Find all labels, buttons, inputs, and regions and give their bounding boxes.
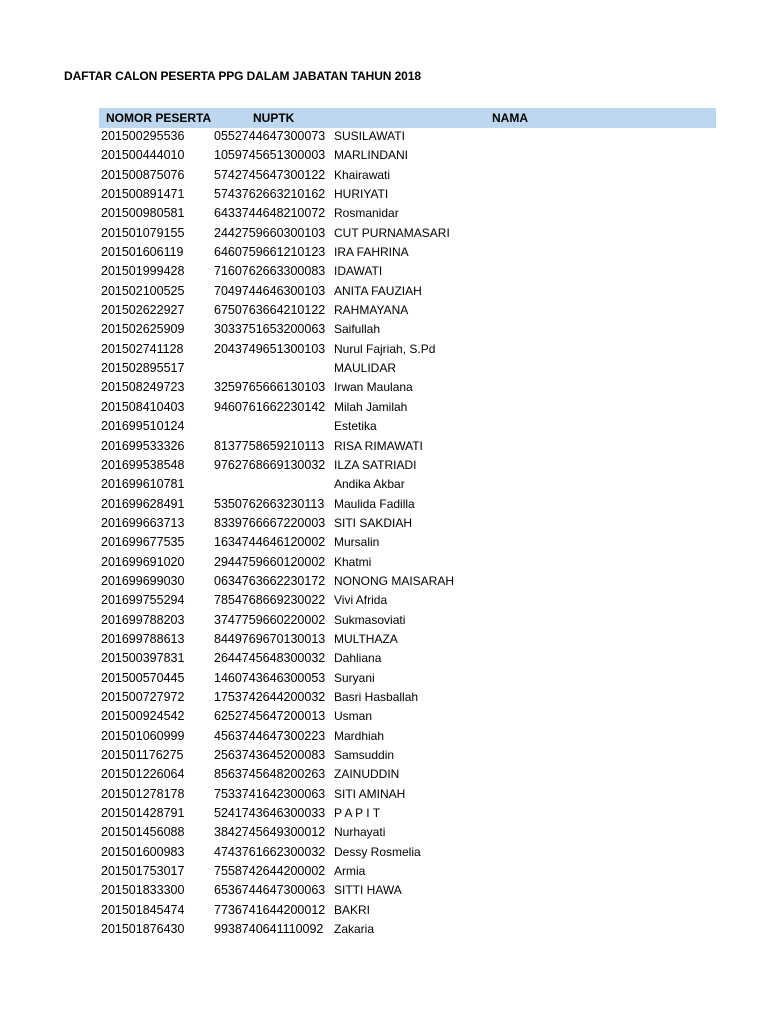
cell-nomor-peserta: 201501753017 bbox=[101, 864, 185, 879]
table-row bbox=[99, 708, 716, 727]
cell-nomor-peserta: 201502741128 bbox=[101, 341, 184, 356]
cell-nuptk: 6460759661210123 bbox=[214, 245, 326, 260]
cell-nomor-peserta: 201699510124 bbox=[101, 419, 185, 434]
cell-nama: MULTHAZA bbox=[334, 631, 398, 646]
cell-nuptk: 7160762663300083 bbox=[214, 264, 326, 279]
table-row bbox=[99, 650, 716, 669]
table-row bbox=[99, 863, 716, 882]
cell-nomor-peserta: 201699691020 bbox=[101, 554, 185, 569]
table-row bbox=[99, 399, 716, 418]
cell-nomor-peserta: 201699533326 bbox=[101, 438, 185, 453]
table-row bbox=[99, 263, 716, 282]
cell-nomor-peserta: 201508410403 bbox=[101, 399, 185, 414]
table-row bbox=[99, 554, 716, 573]
cell-nama: IRA FAHRINA bbox=[334, 245, 409, 260]
table-row bbox=[99, 496, 716, 515]
table-row bbox=[99, 824, 716, 843]
cell-nuptk: 4743761662300032 bbox=[214, 844, 326, 859]
cell-nomor-peserta: 201699755294 bbox=[101, 593, 185, 608]
column-header-nomor-peserta: NOMOR PESERTA bbox=[106, 111, 212, 125]
table-row bbox=[99, 302, 716, 321]
cell-nama: MARLINDANI bbox=[334, 148, 409, 163]
cell-nomor-peserta: 201500444010 bbox=[101, 148, 185, 163]
table-row bbox=[99, 766, 716, 785]
cell-nomor-peserta: 201501456088 bbox=[101, 825, 185, 840]
cell-nomor-peserta: 201501060999 bbox=[101, 728, 185, 743]
cell-nuptk: 7049744646300103 bbox=[214, 283, 326, 298]
cell-nuptk: 9460761662230142 bbox=[214, 399, 326, 414]
cell-nuptk: 6252745647200013 bbox=[214, 709, 326, 724]
participant-table bbox=[99, 108, 716, 940]
table-row bbox=[99, 902, 716, 921]
cell-nomor-peserta: 201501999428 bbox=[101, 264, 185, 279]
cell-nomor-peserta: 201500727972 bbox=[101, 689, 185, 704]
cell-nuptk: 8339766667220003 bbox=[214, 515, 326, 530]
cell-nama: IDAWATI bbox=[334, 264, 383, 279]
column-header-nama: NAMA bbox=[492, 111, 528, 125]
table-row bbox=[99, 205, 716, 224]
cell-nomor-peserta: 201501226064 bbox=[101, 767, 185, 782]
table-row bbox=[99, 438, 716, 457]
page-title: DAFTAR CALON PESERTA PPG DALAM JABATAN TAHUN 2018 bbox=[64, 69, 421, 83]
cell-nomor-peserta: 201699677535 bbox=[101, 535, 185, 550]
cell-nama: CUT PURNAMASARI bbox=[334, 225, 450, 240]
cell-nomor-peserta: 201699699030 bbox=[101, 573, 185, 588]
cell-nomor-peserta: 201500980581 bbox=[101, 206, 185, 221]
cell-nama: NONONG MAISARAH bbox=[334, 573, 455, 588]
cell-nuptk: 7854768669230022 bbox=[214, 593, 326, 608]
table-row bbox=[99, 689, 716, 708]
table-row bbox=[99, 728, 716, 747]
cell-nomor-peserta: 201502622927 bbox=[101, 303, 185, 318]
cell-nuptk: 3259765666130103 bbox=[214, 380, 326, 395]
table-row bbox=[99, 457, 716, 476]
cell-nama: Mardhiah bbox=[334, 728, 385, 743]
cell-nuptk: 0634763662230172 bbox=[214, 573, 326, 588]
cell-nuptk: 1753742644200032 bbox=[214, 689, 326, 704]
cell-nuptk: 6536744647300063 bbox=[214, 883, 326, 898]
cell-nomor-peserta: 201500924542 bbox=[101, 709, 185, 724]
cell-nomor-peserta: 201501428791 bbox=[101, 806, 185, 821]
cell-nama: Saifullah bbox=[334, 322, 381, 337]
cell-nuptk: 7736741644200012 bbox=[214, 902, 326, 917]
cell-nuptk: 2944759660120002 bbox=[214, 554, 326, 569]
cell-nama: Usman bbox=[334, 709, 373, 724]
cell-nomor-peserta: 201501176275 bbox=[101, 748, 184, 762]
cell-nama: Armia bbox=[334, 864, 366, 879]
cell-nama: RAHMAYANA bbox=[334, 303, 409, 318]
cell-nomor-peserta: 201502100525 bbox=[101, 283, 185, 298]
cell-nuptk: 0552744647300073 bbox=[214, 129, 326, 143]
cell-nama: SITTI HAWA bbox=[334, 883, 402, 898]
cell-nama: HURIYATI bbox=[334, 187, 389, 202]
cell-nama: Irwan Maulana bbox=[334, 380, 413, 395]
cell-nama: Maulida Fadilla bbox=[334, 496, 415, 511]
cell-nuptk: 4563744647300223 bbox=[214, 728, 326, 743]
table-row bbox=[99, 147, 716, 166]
table-row bbox=[99, 225, 716, 244]
cell-nama: ILZA SATRIADI bbox=[334, 457, 417, 472]
cell-nuptk: 5743762663210162 bbox=[214, 187, 326, 202]
table-row bbox=[99, 244, 716, 263]
cell-nuptk: 5350762663230113 bbox=[214, 496, 325, 511]
table-row bbox=[99, 534, 716, 553]
cell-nama: Sukmasoviati bbox=[334, 612, 406, 627]
table-row bbox=[99, 418, 716, 437]
table-row bbox=[99, 921, 716, 940]
cell-nuptk: 8563745648200263 bbox=[214, 767, 326, 782]
cell-nuptk: 5742745647300122 bbox=[214, 167, 326, 182]
table-row bbox=[99, 360, 716, 379]
table-row bbox=[99, 592, 716, 611]
table-row bbox=[99, 612, 716, 631]
cell-nomor-peserta: 201500891471 bbox=[101, 187, 185, 202]
cell-nuptk: 2442759660300103 bbox=[214, 225, 326, 240]
cell-nama: Nurhayati bbox=[334, 825, 386, 840]
cell-nama: RISA RIMAWATI bbox=[334, 438, 423, 453]
cell-nomor-peserta: 201501845474 bbox=[101, 902, 185, 917]
table-row bbox=[99, 747, 716, 766]
cell-nomor-peserta: 201500295536 bbox=[101, 129, 185, 143]
cell-nuptk: 7533741642300063 bbox=[214, 786, 326, 801]
table-row bbox=[99, 844, 716, 863]
cell-nama: ZAINUDDIN bbox=[334, 767, 400, 782]
cell-nuptk: 2644745648300032 bbox=[214, 651, 326, 666]
cell-nama: Khairawati bbox=[334, 167, 391, 182]
table-row bbox=[99, 321, 716, 340]
cell-nomor-peserta: 201502895517 bbox=[101, 361, 185, 376]
cell-nuptk: 6433744648210072 bbox=[214, 206, 326, 221]
cell-nama: Vivi Afrida bbox=[334, 593, 388, 608]
cell-nuptk: 9938740641110092 bbox=[214, 922, 324, 937]
cell-nomor-peserta: 201699788613 bbox=[101, 631, 185, 646]
cell-nomor-peserta: 201502625909 bbox=[101, 322, 185, 337]
cell-nama: Samsuddin bbox=[334, 748, 395, 762]
cell-nama: SITI AMINAH bbox=[334, 786, 406, 801]
table-row bbox=[99, 167, 716, 186]
cell-nomor-peserta: 201699788203 bbox=[101, 612, 185, 627]
cell-nomor-peserta: 201501606119 bbox=[101, 245, 184, 260]
cell-nuptk: 5241743646300033 bbox=[214, 806, 326, 821]
cell-nomor-peserta: 201500570445 bbox=[101, 670, 185, 685]
table-row bbox=[99, 515, 716, 534]
cell-nama: SUSILAWATI bbox=[334, 129, 405, 143]
table-row bbox=[99, 805, 716, 824]
table-row bbox=[99, 283, 716, 302]
cell-nomor-peserta: 201699663713 bbox=[101, 515, 185, 530]
table-row bbox=[99, 631, 716, 650]
cell-nama: Milah Jamilah bbox=[334, 399, 408, 414]
table-row bbox=[99, 186, 716, 205]
cell-nuptk: 1634744646120002 bbox=[214, 535, 326, 550]
cell-nomor-peserta: 201500397831 bbox=[101, 651, 185, 666]
cell-nomor-peserta: 201501278178 bbox=[101, 786, 185, 801]
cell-nuptk: 6750763664210122 bbox=[214, 303, 326, 318]
table-row bbox=[99, 573, 716, 592]
table-header bbox=[99, 108, 716, 128]
cell-nomor-peserta: 201508249723 bbox=[101, 380, 185, 395]
cell-nama: Mursalin bbox=[334, 535, 380, 550]
cell-nomor-peserta: 201500875076 bbox=[101, 167, 185, 182]
cell-nomor-peserta: 201501600983 bbox=[101, 844, 185, 859]
cell-nama: Basri Hasballah bbox=[334, 689, 419, 704]
cell-nuptk: 9762768669130032 bbox=[214, 457, 326, 472]
table-row bbox=[99, 379, 716, 398]
cell-nama: Nurul Fajriah, S.Pd bbox=[334, 341, 436, 356]
cell-nama: P A P I T bbox=[334, 806, 381, 821]
cell-nama: Suryani bbox=[334, 670, 375, 685]
table-row bbox=[99, 882, 716, 901]
cell-nuptk: 1460743646300053 bbox=[214, 670, 326, 685]
cell-nuptk: 3842745649300012 bbox=[214, 825, 326, 840]
table-row bbox=[99, 670, 716, 689]
cell-nuptk: 2563743645200083 bbox=[214, 748, 326, 762]
cell-nama: SITI SAKDIAH bbox=[334, 515, 413, 530]
cell-nama: Rosmanidar bbox=[334, 206, 399, 221]
cell-nama: Andika Akbar bbox=[334, 477, 405, 492]
cell-nuptk: 3033751653200063 bbox=[214, 322, 326, 337]
cell-nomor-peserta: 201699610781 bbox=[101, 477, 185, 492]
cell-nuptk: 8449769670130013 bbox=[214, 631, 326, 646]
cell-nomor-peserta: 201501876430 bbox=[101, 922, 185, 937]
cell-nomor-peserta: 201699538548 bbox=[101, 457, 185, 472]
table-row bbox=[99, 341, 716, 360]
table-row bbox=[99, 128, 716, 147]
cell-nama: BAKRI bbox=[334, 902, 371, 917]
cell-nama: Khatmi bbox=[334, 554, 372, 569]
column-header-nuptk: NUPTK bbox=[253, 111, 295, 125]
cell-nama: Dahliana bbox=[334, 651, 382, 666]
cell-nama: Zakaria bbox=[334, 922, 375, 937]
cell-nama: Estetika bbox=[334, 419, 377, 434]
cell-nomor-peserta: 201699628491 bbox=[101, 496, 185, 511]
table-row bbox=[99, 786, 716, 805]
cell-nomor-peserta: 201501833300 bbox=[101, 883, 185, 898]
cell-nuptk: 1059745651300003 bbox=[214, 148, 326, 163]
cell-nomor-peserta: 201501079155 bbox=[101, 225, 185, 240]
table-body bbox=[99, 128, 716, 940]
cell-nama: ANITA FAUZIAH bbox=[334, 283, 422, 298]
cell-nuptk: 7558742644200002 bbox=[214, 864, 326, 879]
cell-nuptk: 2043749651300103 bbox=[214, 341, 326, 356]
cell-nuptk: 8137758659210113 bbox=[214, 438, 325, 453]
cell-nama: MAULIDAR bbox=[334, 361, 397, 376]
cell-nama: Dessy Rosmelia bbox=[334, 844, 421, 859]
table-row bbox=[99, 476, 716, 495]
cell-nuptk: 3747759660220002 bbox=[214, 612, 326, 627]
